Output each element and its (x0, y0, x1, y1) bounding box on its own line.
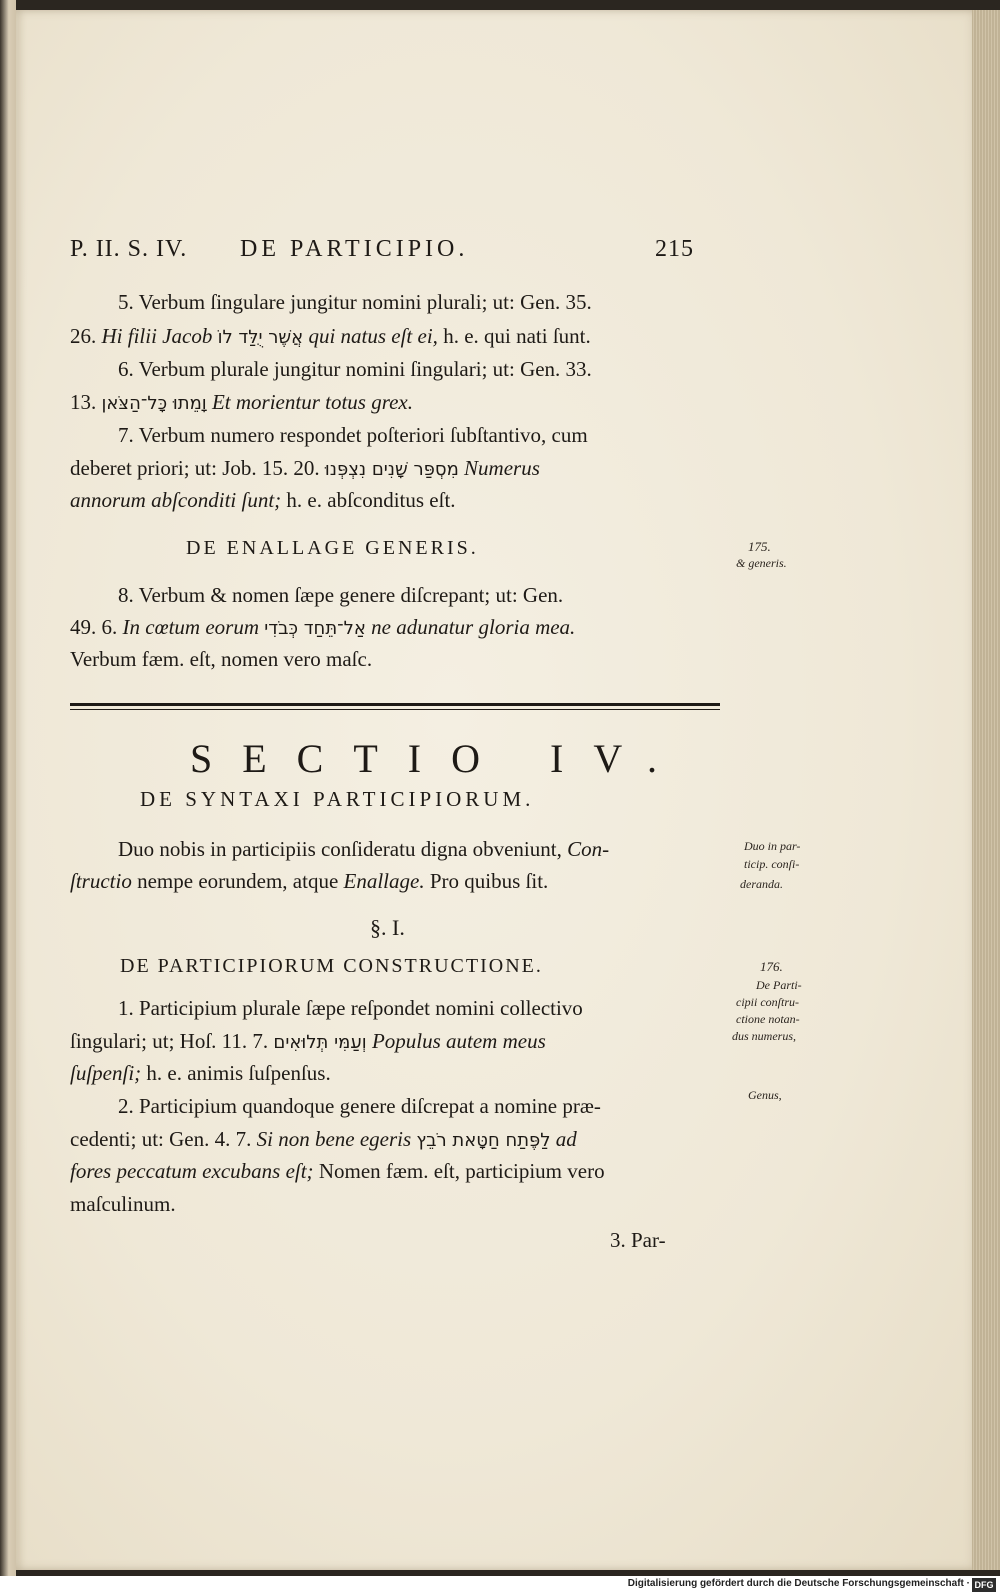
section-rule (70, 709, 720, 710)
text-line: maſculinum. (70, 1192, 176, 1216)
running-head-title: DE PARTICIPIO. (240, 236, 469, 262)
running-head-left: P. II. S. IV. (70, 236, 188, 262)
subsection-heading: DE PARTICIPIORUM CONSTRUCTIONE. (120, 955, 543, 977)
text-line: cedenti; ut: Gen. 4. 7. Si non bene egeris לַפֶּתַח חַטָּאת רֹבֵץ ad (70, 1127, 577, 1151)
margin-note: cipii conſtru- (736, 995, 799, 1009)
text-line: ſingulari; ut; Hoſ. 11. 7. וְעַמִּי תְּלוּאִים Populus autem meus (70, 1029, 546, 1053)
hebrew-text: מִסְפַּר שָׁנִים נִצְפְּנוּ (324, 459, 459, 480)
text-line: Duo nobis in participiis conſideratu digna obveniunt, Con- (118, 837, 610, 861)
margin-note-number: 176. (760, 959, 783, 974)
margin-note: dus numerus, (732, 1029, 797, 1043)
margin-note: Duo in par- (744, 839, 801, 853)
text-line: annorum abſconditi ſunt; h. e. abſconditus eſt. (70, 488, 456, 512)
hebrew-text: אֲשֶׁר יֻלַּד לוֹ (217, 327, 304, 348)
text-line: 5. Verbum ſingulare jungitur nomini plurali; ut: Gen. 35. (118, 290, 592, 314)
dfg-logo: DFG (972, 1578, 996, 1592)
text-line: Verbum fæm. eſt, nomen vero maſc. (70, 647, 373, 671)
hebrew-text: וָמֵתוּ כָּל־הַצֹּאן (101, 393, 207, 414)
footer-credit: Digitalisierung gefördert durch die Deutsche Forschungsgemeinschaft · (627, 1578, 970, 1589)
text-line: 1. Participium plurale ſæpe reſpondet nomini collectivo (118, 996, 583, 1020)
text-line: fores peccatum excubans eſt; Nomen fæm. eſt, participium vero (70, 1159, 605, 1183)
margin-note: & generis. (736, 556, 787, 570)
margin-note: De Parti- (756, 978, 802, 992)
section-title: SECTIO IV. (190, 736, 688, 781)
margin-note: deranda. (740, 877, 783, 891)
text-line: 26. Hi filii Jacob אֲשֶׁר יֻלַּד לוֹ qui natus eſt ei, h. e. qui nati ſunt. (70, 324, 591, 348)
page-edges-right (972, 10, 1000, 1570)
text-line: deberet priori; ut: Job. 15. 20. מִסְפַּר שָׁנִים נִצְפְּנוּ Numerus (70, 456, 540, 480)
text-line: ſtructio nempe eorundem, atque Enallage. Pro quibus ſit. (70, 869, 549, 893)
subsection-heading: DE ENALLAGE GENERIS. (186, 537, 479, 559)
paragraph-sign: §. I. (370, 915, 405, 940)
hebrew-text: וְעַמִּי תְּלוּאִים (273, 1032, 367, 1053)
margin-note-number: 175. (748, 539, 771, 554)
text-line: 13. וָמֵתוּ כָּל־הַצֹּאן Et morientur totus grex. (70, 390, 414, 414)
digitization-footer (0, 1576, 1000, 1596)
catchword: 3. Par- (610, 1228, 666, 1252)
text-line: 2. Participium quandoque genere diſcrepat a nomine præ- (118, 1094, 601, 1118)
margin-note: ticip. conſi- (744, 857, 800, 871)
section-rule (70, 703, 720, 706)
book-spine-left (0, 0, 16, 1596)
section-subtitle: DE SYNTAXI PARTICIPIORUM. (140, 787, 535, 811)
text-line: 6. Verbum plurale jungitur nomini ſingulari; ut: Gen. 33. (118, 357, 592, 381)
text-line: 8. Verbum & nomen ſæpe genere diſcrepant; ut: Gen. (118, 583, 564, 607)
text-line: 7. Verbum numero respondet poſteriori ſubſtantivo, cum (118, 423, 588, 447)
text-line: 49. 6. In cœtum eorum אַל־תֵּחַד כְּבֹדִי ne adunatur gloria mea. (70, 615, 576, 639)
margin-note: Genus, (748, 1088, 782, 1102)
page-number: 215 (655, 236, 694, 262)
hebrew-text: אַל־תֵּחַד כְּבֹדִי (264, 618, 366, 639)
margin-note: ctione notan- (736, 1012, 800, 1026)
hebrew-text: לַפֶּתַח חַטָּאת רֹבֵץ (416, 1130, 551, 1151)
text-line: ſuſpenſi; h. e. animis ſuſpenſus. (70, 1061, 331, 1085)
